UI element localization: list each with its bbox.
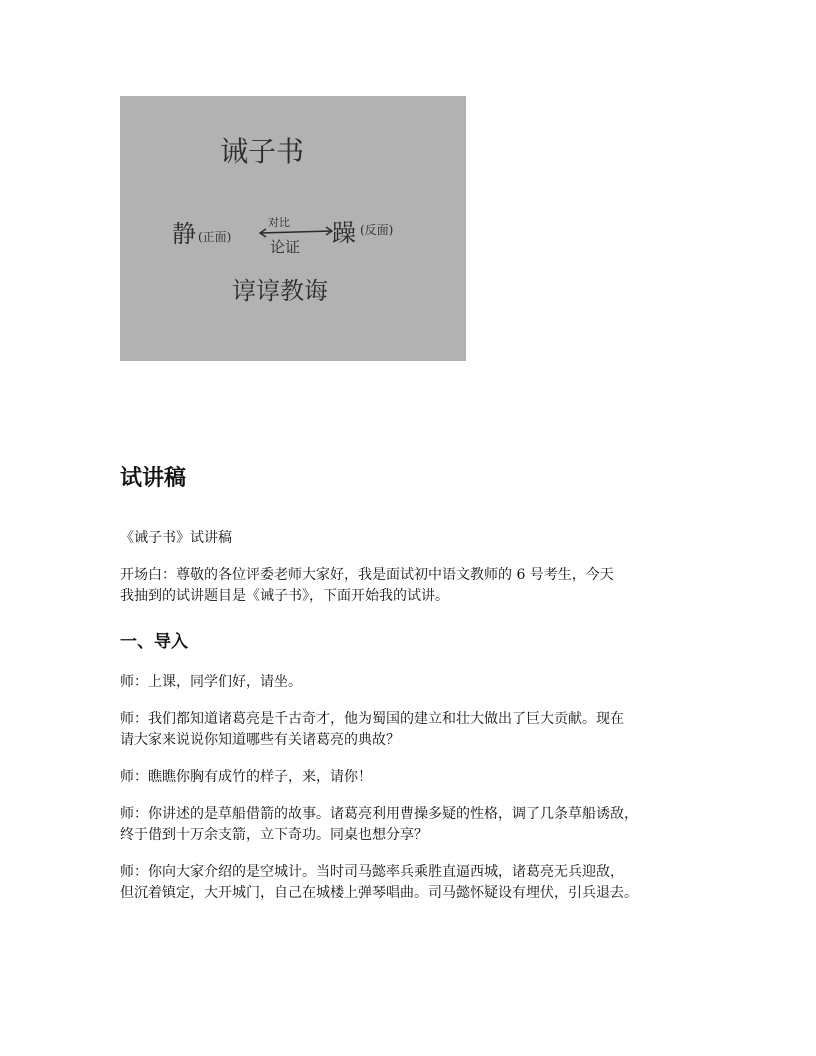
hw-bottom: 谆谆教诲: [232, 277, 328, 305]
blackboard-photo: [120, 96, 466, 361]
paragraph-line: 终于借到十万余支箭，立下奇功。同桌也想分享？: [120, 827, 428, 843]
hw-right: 躁: [332, 219, 356, 247]
paragraph-line: 师：你讲述的是草船借箭的故事。诸葛亮利用曹操多疑的性格，调了几条草船诱敌，: [120, 806, 638, 822]
dialogue-paragraph: [120, 804, 720, 846]
document-body: [120, 462, 720, 920]
paragraph-line: 师：你向大家介绍的是空城计。当时司马懿率兵乘胜直逼西城，诸葛亮无兵迎敌，: [120, 864, 624, 880]
dialogue-paragraph: [120, 709, 720, 751]
hw-left: 静: [172, 220, 196, 248]
opening-line-1: 开场白：尊敬的各位评委老师大家好，我是面试初中语文教师的 6 号考生，今天: [120, 567, 614, 583]
paragraph-line: 师：瞧瞧你胸有成竹的样子，来，请你！: [120, 769, 372, 785]
dialogue-paragraph: [120, 767, 720, 788]
paragraph-line: 请大家来说说你知道哪些有关诸葛亮的典故？: [120, 732, 400, 748]
hw-right-note: (反面): [360, 223, 394, 237]
dialogue-paragraph: [120, 862, 720, 904]
hw-left-note: (正面): [198, 230, 232, 244]
paragraph-line: 师：我们都知道诸葛亮是千古奇才，他为蜀国的建立和壮大做出了巨大贡献。现在: [120, 711, 624, 727]
hw-arrow-top: 对比: [268, 216, 290, 229]
subtitle: 《诫子书》试讲稿: [120, 530, 232, 546]
opening-paragraph: [120, 565, 720, 607]
paragraph-line: 但沉着镇定，大开城门，自己在城楼上弹琴唱曲。司马懿怀疑设有埋伏，引兵退去。: [120, 885, 638, 901]
paragraph-line: 师：上课，同学们好，请坐。: [120, 674, 302, 690]
handwriting-drawing: [120, 96, 466, 361]
hw-title: 诫子书: [220, 135, 305, 168]
dialogue-paragraph: [120, 672, 720, 693]
double-arrow-line: [260, 231, 332, 233]
section-heading-intro: 一、导入: [120, 632, 188, 652]
page-title: 试讲稿: [120, 466, 187, 491]
hw-arrow-bottom: 论证: [270, 238, 301, 256]
opening-line-2: 我抽到的试讲题目是《诫子书》，下面开始我的试讲。: [120, 588, 449, 604]
